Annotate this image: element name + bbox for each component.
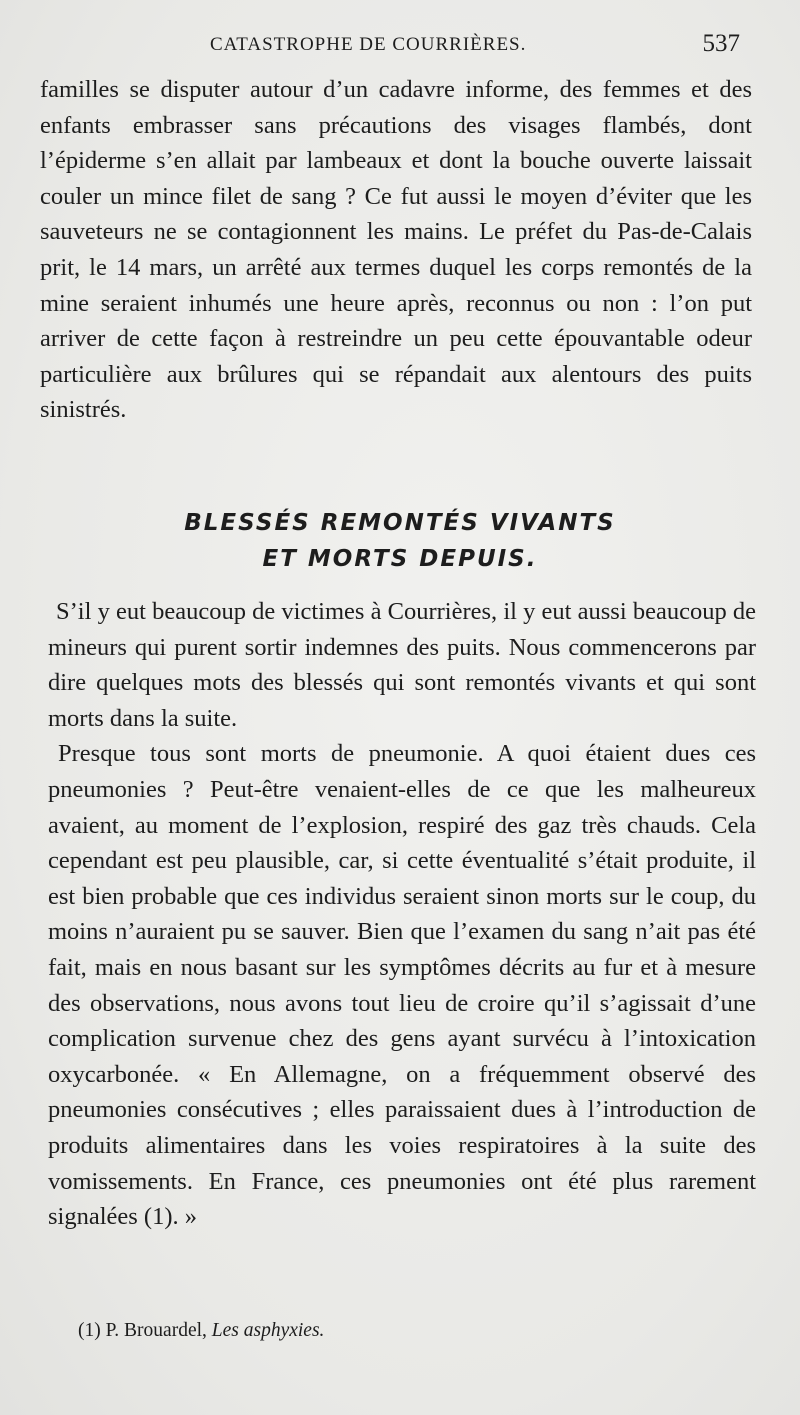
text-block-bottom (48, 594, 756, 1235)
page-header (40, 30, 740, 64)
footnote-work-title: Les asphyxies. (211, 1320, 325, 1341)
running-title: CATASTROPHE DE COURRIÈRES. (210, 34, 527, 55)
paragraph-1: familles se disputer autour d’un cadavre informe, des femmes et des enfants embrasser sans précautions des visages flambés, dont l’épiderme s’en allait par lambeaux et dont la bouche ouverte laissait couler un mince filet de sang ? Ce fut aussi le moyen d’éviter que les sauveteurs ne se contagionnent les mains. Le préfet du Pas-de-Calais prit, le 14 mars, un arrêté aux termes duquel les corps remontés de la mine seraient inhumés une heure après, reconnus ou non : l’on put arriver de cette façon à restreindre un peu cette épouvantable odeur particulière aux brûlures qui se répandait aux alentours des puits sinistrés. (40, 76, 752, 424)
footnote (78, 1320, 324, 1342)
section-title-line-2: ET MORTS DEPUIS. (262, 546, 538, 572)
text-block-top (40, 72, 752, 428)
paragraph-3: Presque tous sont morts de pneumonie. A quoi étaient dues ces pneumonies ? Peut-être venaient-elles de ce que les malheureux avaient, au moment de l’explosion, respiré des gaz très chauds. Cela cependant est peu plausible, car, si cette éventualité s’était produite, il est bien probable que ces individus seraient sinon morts sur le coup, du moins n’auraient pu se sauver. Bien que l’examen du sang n’ait pas été fait, mais en nous basant sur les symptômes décrits au fur et à mesure des observations, nous avons tout lieu de croire qu’il s’agissait d’une complication survenue chez des gens ayant survécu à l’intoxication oxycarbonée. « En Allemagne, on a fréquemment observé des pneumonies consécutives ; elles paraissaient dues à l’introduction de produits alimentaires dans les voies respiratoires à la suite des vomissements. En France, ces pneumonies ont été plus rarement signalées (1). » (48, 740, 756, 1231)
section-title-line-1: BLESSÉS REMONTÉS VIVANTS (184, 510, 616, 536)
footnote-marker: (1) P. Brouardel, (78, 1320, 207, 1341)
page-number: 537 (702, 30, 740, 57)
paragraph-2: S’il y eut beaucoup de victimes à Courrières, il y eut aussi beaucoup de mineurs qui purent sortir indemnes des puits. Nous commencerons par dire quelques mots des blessés qui sont remontés vivants et qui sont morts dans la suite. (48, 598, 756, 732)
